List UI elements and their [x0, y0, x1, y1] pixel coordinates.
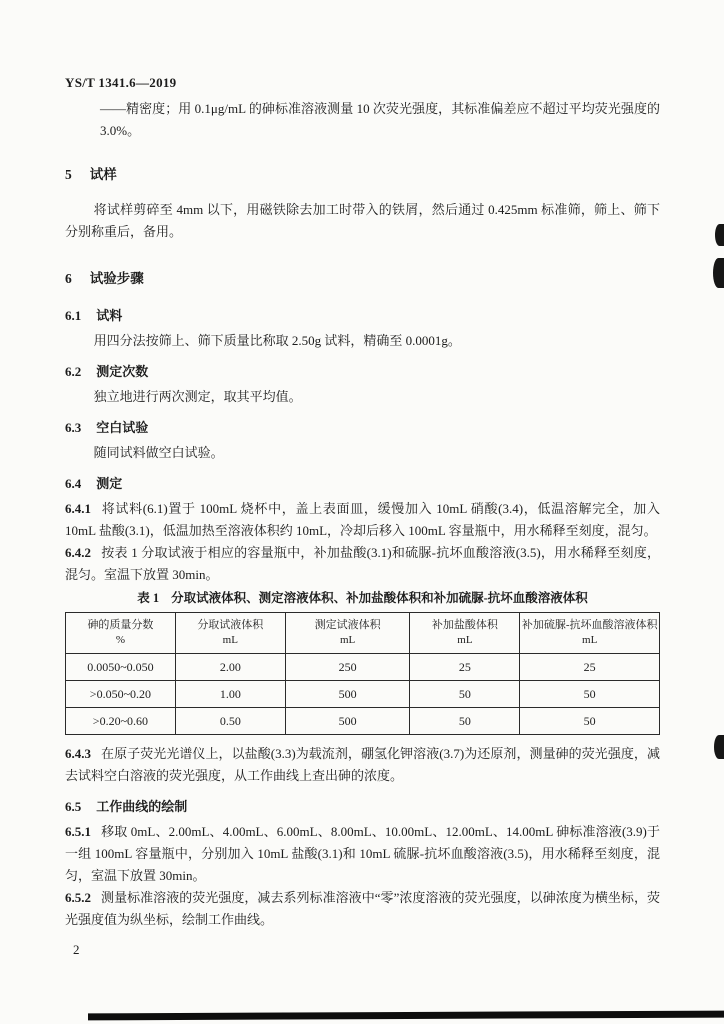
column-unit: mL — [457, 634, 473, 646]
table-cell: >0.20~0.60 — [66, 708, 176, 735]
table-cell: 50 — [410, 708, 520, 735]
table-cell: 0.50 — [175, 708, 285, 735]
section-6-5-heading — [65, 796, 660, 818]
clause-6-5-2-text: 测量标准溶液的荧光强度，减去系列标准溶液中“零”浓度溶液的荧光强度，以砷浓度为横坐标，荧光强度值为纵坐标，绘制工作曲线。 — [65, 890, 660, 927]
table-cell: 250 — [285, 654, 410, 681]
section-6-1-paragraph: 用四分法按筛上、筛下质量比称取 2.50g 试料，精确至 0.0001g。 — [93, 333, 461, 348]
clause-6-5-2-number: 6.5.2 — [65, 890, 91, 905]
scan-artifact-edge-mark — [714, 735, 724, 759]
table-cell: 50 — [520, 708, 660, 735]
section-6-1-title: 试料 — [96, 308, 123, 323]
table-1-header-cell — [175, 613, 285, 654]
table-cell: 1.00 — [175, 681, 285, 708]
table-cell: 50 — [520, 681, 660, 708]
section-6-5-title: 工作曲线的绘制 — [96, 799, 188, 814]
column-title: 补加盐酸体积 — [431, 619, 498, 631]
section-6-title: 试验步骤 — [89, 271, 144, 286]
scan-artifact-edge-mark — [713, 258, 724, 288]
table-1-caption-text: 分取试液体积、测定溶液体积、补加盐酸体积和补加硫脲-抗坏血酸溶液体积 — [171, 591, 588, 605]
section-6-5-number: 6.5 — [65, 799, 82, 814]
section-5-heading — [65, 164, 660, 186]
table-cell: 500 — [285, 681, 410, 708]
section-6-3-heading — [65, 417, 660, 439]
table-cell: 500 — [285, 708, 410, 735]
section-5-title: 试样 — [89, 167, 117, 182]
table-row — [66, 681, 660, 708]
table-1-header-cell — [285, 613, 410, 654]
section-6-1-heading — [65, 305, 660, 327]
table-cell: 25 — [520, 654, 660, 681]
column-unit: mL — [582, 634, 598, 646]
column-title: 砷的质量分数 — [87, 619, 154, 631]
section-6-2-heading — [65, 361, 660, 383]
table-cell: 0.0050~0.050 — [66, 654, 176, 681]
table-1-caption — [65, 587, 660, 609]
page-number: 2 — [73, 942, 80, 957]
section-6-4-title: 测定 — [96, 476, 123, 491]
section-6-3-number: 6.3 — [65, 420, 82, 435]
table-cell: 50 — [410, 681, 520, 708]
scan-artifact-edge-mark — [715, 224, 724, 246]
table-1-header-cell — [66, 613, 176, 654]
clause-6-4-3-text: 在原子荧光光谱仪上，以盐酸(3.3)为载流剂，硼氢化钾溶液(3.7)为还原剂，测量砷的荧光强度，减去试料空白溶液的荧光强度，从工作曲线上查出砷的浓度。 — [65, 746, 660, 783]
column-unit: mL — [222, 634, 238, 646]
table-1-caption-label: 表 1 — [137, 591, 160, 605]
section-6-2-paragraph: 独立地进行两次测定，取其平均值。 — [93, 389, 302, 404]
precision-list-item: ——精密度；用 0.1μg/mL 的砷标准溶液测量 10 次荧光强度，其标准偏差应不超过平均荧光强度的 3.0%。 — [100, 101, 660, 138]
clause-6-5-1-text: 移取 0mL、2.00mL、4.00mL、6.00mL、8.00mL、10.00mL、12.00mL、14.00mL 砷标准溶液(3.9)于一组 100mL 容量瓶中，分别加入 10mL 盐酸(3.1)和 10mL 硫脲-抗坏血酸溶液(3.5)，用水稀释至刻度，混匀，室温下放置 30min。 — [65, 824, 660, 883]
table-row — [66, 708, 660, 735]
clause-6-4-2-text: 按表 1 分取试液于相应的容量瓶中，补加盐酸(3.1)和硫脲-抗坏血酸溶液(3.5)，用水稀释至刻度，混匀。室温下放置 30min。 — [65, 545, 660, 582]
table-cell: 2.00 — [175, 654, 285, 681]
clause-6-4-1 — [65, 498, 660, 542]
clause-6-4-2-number: 6.4.2 — [65, 545, 91, 560]
section-6-heading — [65, 268, 660, 290]
section-6-2-number: 6.2 — [65, 364, 82, 379]
table-cell: >0.050~0.20 — [66, 681, 176, 708]
clause-6-5-1 — [65, 821, 660, 887]
section-5-number: 5 — [65, 167, 72, 182]
section-6-3-paragraph: 随同试料做空白试验。 — [93, 445, 224, 460]
column-title: 补加硫脲-抗坏血酸溶液体积 — [521, 619, 658, 631]
column-title: 分取试液体积 — [197, 619, 264, 631]
section-6-3-title: 空白试验 — [96, 420, 149, 435]
table-1-header-cell — [410, 613, 520, 654]
column-unit: % — [115, 634, 126, 646]
section-6-2-title: 测定次数 — [96, 364, 149, 379]
table-1-header-cell — [520, 613, 660, 654]
table-row — [66, 654, 660, 681]
clause-6-4-3-number: 6.4.3 — [65, 746, 91, 761]
clause-6-5-2 — [65, 887, 660, 931]
column-unit: mL — [339, 634, 356, 646]
section-6-1-number: 6.1 — [65, 308, 82, 323]
section-5-paragraph: 将试样剪碎至 4mm 以下，用磁铁除去加工时带入的铁屑，然后通过 0.425mm 标准筛，筛上、筛下分别称重后，备用。 — [65, 202, 660, 239]
clause-6-4-2 — [65, 542, 660, 586]
section-6-4-heading — [65, 473, 660, 495]
table-1 — [65, 612, 660, 735]
doc-code: YS/T 1341.6—2019 — [65, 75, 177, 90]
table-1-header-row — [66, 613, 660, 654]
section-6-4-number: 6.4 — [65, 476, 82, 491]
clause-6-4-1-number: 6.4.1 — [65, 501, 91, 516]
section-6-number: 6 — [65, 271, 72, 286]
clause-6-4-1-text: 将试料(6.1)置于 100mL 烧杯中，盖上表面皿，缓慢加入 10mL 硝酸(3.4)，低温溶解完全，加入 10mL 盐酸(3.1)，低温加热至溶液体积约 10mL，冷却后移入 100mL 容量瓶中，用水稀释至刻度，混匀。 — [65, 501, 660, 538]
page-content — [65, 72, 660, 961]
table-cell: 25 — [410, 654, 520, 681]
clause-6-5-1-number: 6.5.1 — [65, 824, 91, 839]
column-title: 测定试液体积 — [314, 619, 381, 631]
clause-6-4-3 — [65, 743, 660, 787]
scan-artifact-bottom-line — [88, 1011, 724, 1021]
